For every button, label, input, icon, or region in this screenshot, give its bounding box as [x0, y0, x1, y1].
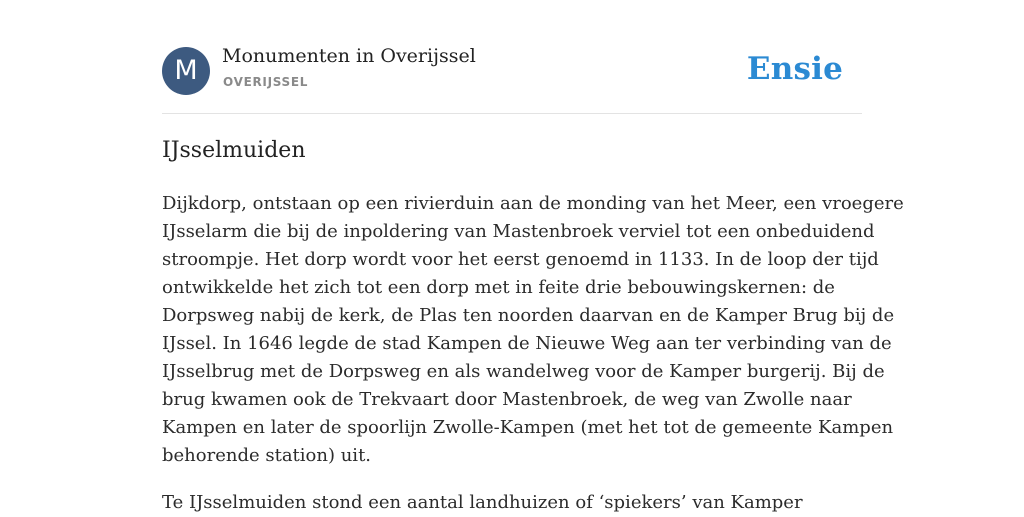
paragraph-line: brug kwamen ook de Trekvaart door Mastenbroek, de weg van Zwolle naar: [162, 389, 852, 410]
article-paragraph-2: [162, 489, 862, 517]
paragraph-line: Dorpsweg nabij de kerk, de Plas ten noorden daarvan en de Kamper Brug bij de: [162, 305, 895, 326]
paragraph-line: Dijkdorp, ontstaan op een rivierduin aan de monding van het Meer, een vroegere: [162, 193, 904, 214]
article-title: IJsselmuiden: [162, 138, 306, 163]
page-container: [162, 0, 904, 513]
source-avatar[interactable]: M: [162, 47, 210, 95]
paragraph-line: Te IJsselmuiden stond een aantal landhuizen of ‘spiekers’ van Kamper: [162, 492, 803, 513]
source-subtitle-link[interactable]: OVERIJSSEL: [223, 75, 309, 89]
article-paragraph-1: [162, 190, 904, 470]
paragraph-line: stroompje. Het dorp wordt voor het eerst genoemd in 1133. In de loop der tijd: [162, 249, 879, 270]
paragraph-line: IJssel. In 1646 legde de stad Kampen de Nieuwe Weg aan ter verbinding van de: [162, 333, 892, 354]
ensie-logo[interactable]: Ensie: [746, 51, 843, 87]
paragraph-line: ontwikkelde het zich tot een dorp met in feite drie bebouwingskernen: de: [162, 277, 835, 298]
paragraph-line: IJsselarm die bij de inpoldering van Mastenbroek verviel tot een onbeduidend: [162, 221, 875, 242]
paragraph-line: Kampen en later de spoorlijn Zwolle-Kampen (met het tot de gemeente Kampen: [162, 417, 894, 438]
paragraph-line: behorende station) uit.: [162, 445, 372, 466]
paragraph-line: IJsselbrug met de Dorpsweg en als wandelweg voor de Kamper burgerij. Bij de: [162, 361, 885, 382]
source-header: [162, 0, 862, 114]
source-title-link[interactable]: Monumenten in Overijssel: [222, 45, 476, 67]
